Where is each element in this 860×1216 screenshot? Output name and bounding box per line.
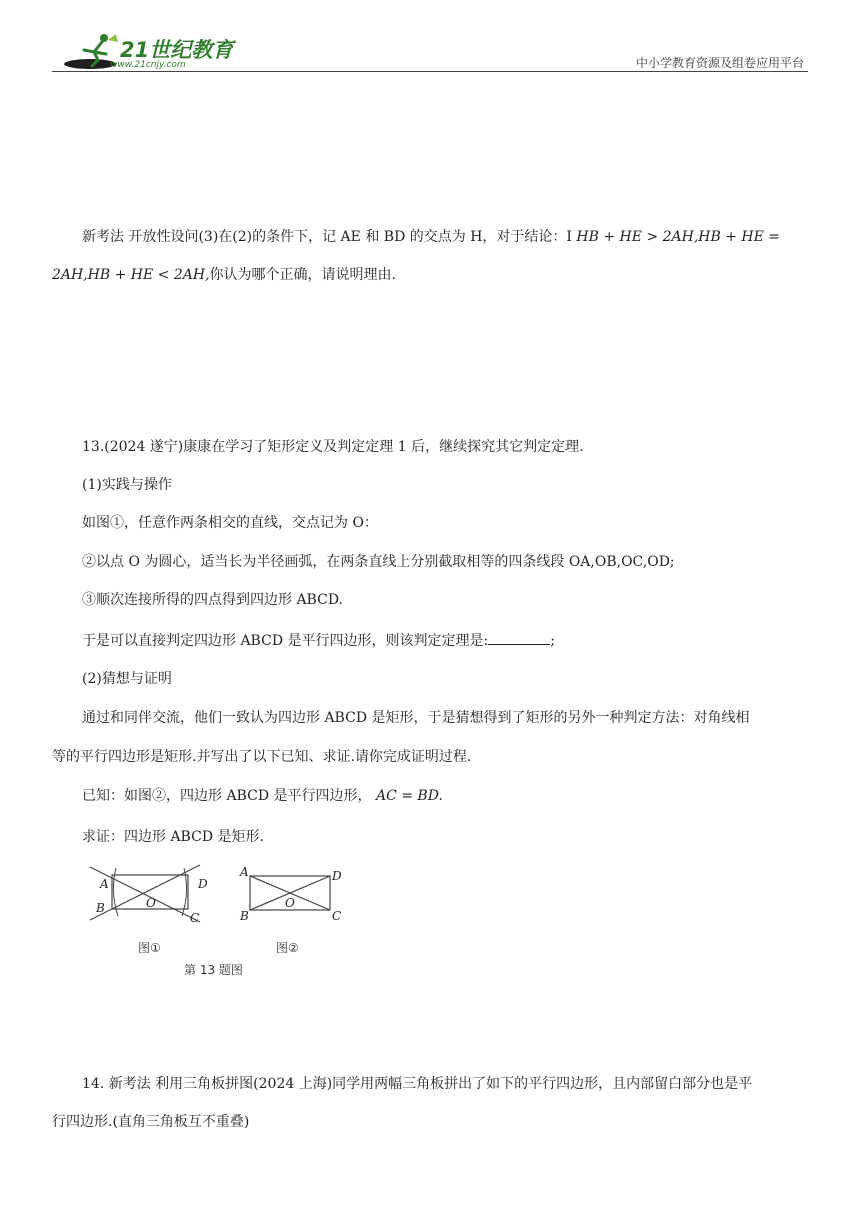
q13-conjecture-line-2: 等的平行四边形是矩形.并写出了以下已知、求证.请你完成证明过程. (52, 749, 472, 765)
fig2-label-a: A (240, 865, 249, 879)
q13-given (82, 785, 443, 807)
q12-line-2 (52, 264, 396, 286)
q13-question-end: ; (550, 633, 555, 649)
logo-text: 21世纪教育 (120, 38, 234, 62)
q12-line-2-formula: 2AH,HB + HE < 2AH, (52, 267, 210, 283)
q13-step-intro: 如图①，任意作两条相交的直线，交点记为 O： (82, 515, 378, 531)
header-divider (52, 71, 808, 72)
q14-line-2: 行四边形.(直角三角板互不重叠) (52, 1114, 250, 1130)
q13-conjecture-line-1: 通过和同伴交流，他们一致认为四边形 ABCD 是矩形，于是猜想得到了矩形的另外一种判定方法：对角线相 (82, 710, 750, 726)
q13-prove: 求证：四边形 ABCD 是矩形. (82, 829, 264, 845)
q12-line-1-formula: HB + HE > 2AH,HB + HE = (576, 229, 781, 245)
q14-line-1: 14. 新考法 利用三角板拼图(2024 上海)同学用两幅三角板拼出了如下的平行四边形，且内部留白部分也是平 (82, 1076, 753, 1092)
figure-1 (90, 865, 208, 925)
figure-2 (239, 865, 342, 923)
fig1-label-o: O (146, 896, 156, 910)
header-platform-name: 中小学教育资源及组卷应用平台 (635, 56, 804, 70)
q13-given-formula: AC = BD. (375, 788, 443, 804)
q13-title: 13.(2024 遂宁)康康在学习了矩形定义及判定定理 1 后，继续探究其它判定定理. (82, 439, 584, 455)
fig1-caption: 图① (138, 941, 161, 955)
q13-question-text: 于是可以直接判定四边形 ABCD 是平行四边形，则该判定定理是: (82, 633, 489, 649)
q13-step-3: ③顺次连接所得的四点得到四边形 ABCD. (82, 592, 343, 608)
fig2-label-d: D (332, 869, 342, 883)
q13-part2-heading: (2)猜想与证明 (82, 671, 172, 687)
fig2-label-c: C (332, 909, 342, 923)
fig2-label-b: B (240, 909, 249, 923)
fig1-label-c: C (190, 911, 200, 925)
q12-line-2-text: 你认为哪个正确，请说明理由. (209, 267, 396, 283)
logo-url: www.21cnjy.com (110, 60, 186, 70)
q13-question (82, 630, 555, 652)
answer-blank (488, 630, 550, 645)
q13-figure-svg (88, 862, 348, 982)
fig1-label-d: D (198, 877, 208, 891)
q13-figures (88, 862, 348, 982)
q13-step-2: ②以点 O 为圆心，适当长为半径画弧，在两条直线上分别截取相等的四条线段 OA,OB,OC,OD; (82, 554, 675, 570)
fig1-label-b: B (96, 901, 105, 915)
page-header (52, 30, 808, 74)
site-logo (62, 30, 232, 74)
q12-line-1 (82, 226, 780, 248)
q13-part1-heading: (1)实践与操作 (82, 477, 172, 493)
q12-line-1-text: 新考法 开放性设问(3)在(2)的条件下，记 AE 和 BD 的交点为 H，对于结论：I (82, 229, 577, 245)
figure-main-caption: 第 13 题图 (184, 963, 243, 977)
q13-given-text: 已知：如图②，四边形 ABCD 是平行四边形， (82, 788, 372, 804)
fig2-caption: 图② (276, 941, 299, 955)
fig2-label-o: O (285, 896, 295, 910)
fig1-label-a: A (100, 877, 109, 891)
